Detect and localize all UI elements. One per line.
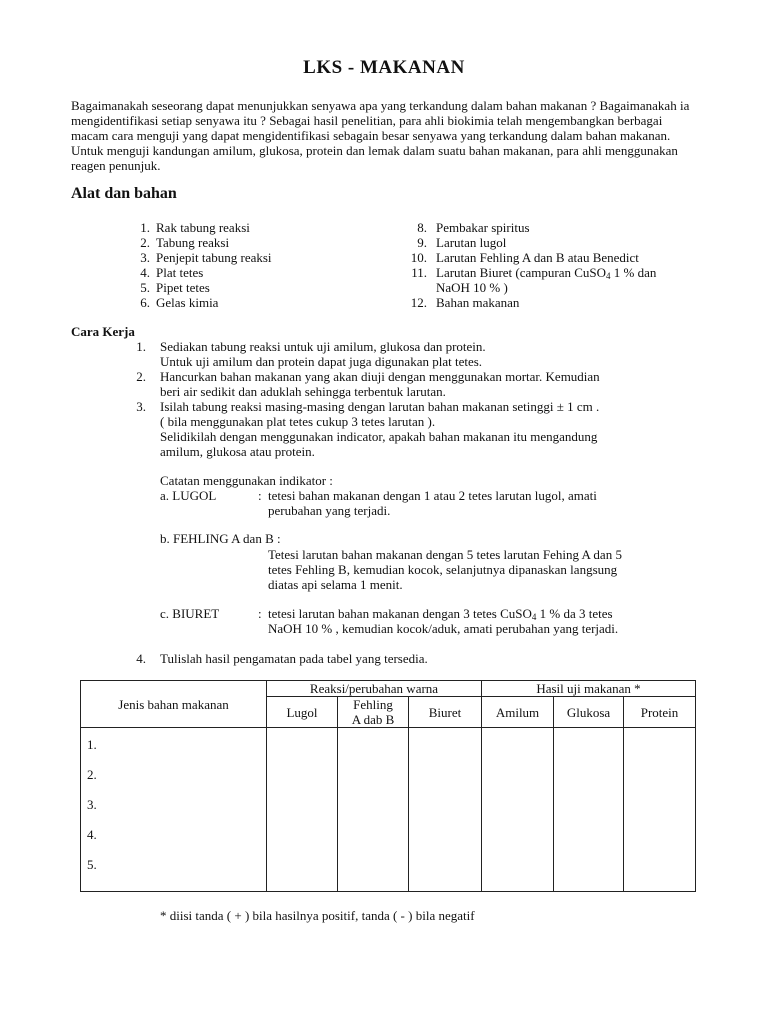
biuret-label: c. BIURET [160,606,220,621]
header-fehling: Fehling A dab B [338,697,409,728]
step-4: 4. Tulislah hasil pengamatan pada tabel yang tersedia. [136,651,428,666]
cell-lugol[interactable] [267,728,338,892]
step-3: 3. Isilah tabung reaksi masing-masing dengan larutan bahan makanan setinggi ± 1 cm . ( bila menggunakan plat tetes cukup 3 tetes larutan ). Selidikilah dengan menggunakan indicator, apakah bahan makanan itu mengandung amilum, glukosa atau protein. [136,399,600,459]
cell-amilum[interactable] [482,728,554,892]
header-hasil: Hasil uji makanan * [482,681,696,697]
header-lugol: Lugol [267,697,338,728]
footnote: * diisi tanda ( + ) bila hasilnya positif, tanda ( - ) bila negatif [160,908,475,923]
list-item: 5. Pipet tetes [140,280,210,295]
cell-biuret[interactable] [409,728,482,892]
fehling-label: b. FEHLING A dan B : [160,531,281,546]
list-item: 9. Larutan lugol [417,235,507,250]
biuret-desc: tetesi larutan bahan makanan dengan 3 tetes CuSO$_4$ 1 % da 3 tetes NaOH 10 % , kemudian kocok/aduk, amati perubahan yang terjadi. [268,606,619,636]
list-item: 6. Gelas kimia [140,295,219,310]
fehling-desc: Tetesi larutan bahan makanan dengan 5 tetes larutan Fehing A dan 5 tetes Fehling B, kemudian kocok, selanjutnya dipanaskan langsung diatas api selama 1 menit. [268,547,622,592]
header-biuret: Biuret [409,697,482,728]
list-item: 4. Plat tetes [140,265,204,280]
list-item: 2. Tabung reaksi [140,235,230,250]
results-table [80,680,696,892]
intro-paragraph: Bagaimanakah seseorang dapat menunjukkan senyawa apa yang terkandung dalam bahan makanan ? Bagaimanakah ia mengidentifikasi setiap senyawa itu ? Sebagai hasil penelitian, para ahli biokimia telah mengembangkan berbagai macam cara menguji yang dapat mengidentifikasi sebagain besar senyawa yang terkandung dalam bahan makanan. Untuk menguji kandungan amilum, glukosa, protein dan lemak dalam suatu bahan makanan, para ahli menggunakan reagen penunjuk. [71,98,690,173]
alat-list-right [400,220,700,310]
list-item: 11. Larutan Biuret (campuran CuSO$_4$ 1 % dan [411,265,657,281]
header-reaksi: Reaksi/perubahan warna [267,681,482,697]
list-item: 12. Bahan makanan [410,295,520,310]
lugol-sep: : [258,488,262,503]
catatan-label: Catatan menggunakan indikator : [160,473,333,488]
cell-fehling[interactable] [338,728,409,892]
cell-glukosa[interactable] [554,728,624,892]
list-item: 1. Rak tabung reaksi [140,220,250,235]
alat-list-left [132,220,352,310]
list-item: NaOH 10 % ) [436,280,508,295]
list-item: 10. Larutan Fehling A dan B atau Benedict [410,250,639,265]
page-title: LKS - MAKANAN [303,57,465,78]
header-glukosa: Glukosa [554,697,624,728]
biuret-sep: : [258,606,262,621]
lugol-desc: tetesi bahan makanan dengan 1 atau 2 tetes larutan lugol, amati perubahan yang terjadi. [268,488,597,518]
list-item: 3. Penjepit tabung reaksi [140,250,272,265]
step-2: 2. Hancurkan bahan makanan yang akan diuji dengan menggunakan mortar. Kemudian beri air sedikit dan aduklah sehingga terbentuk larutan. [136,369,600,399]
step-1: 1. Sediakan tabung reaksi untuk uji amilum, glukosa dan protein. Untuk uji amilum dan protein dapat juga digunakan plat tetes. [136,339,486,369]
header-protein: Protein [624,697,696,728]
list-item: 8. Pembakar spiritus [417,220,530,235]
row-numbers: 1. 2. 3. 4. 5. [81,728,267,892]
alat-heading: Alat dan bahan [71,185,177,202]
cell-protein[interactable] [624,728,696,892]
lugol-label: a. LUGOL [160,488,217,503]
cara-heading: Cara Kerja [71,324,135,339]
header-amilum: Amilum [482,697,554,728]
header-jenis: Jenis bahan makanan [81,681,267,728]
